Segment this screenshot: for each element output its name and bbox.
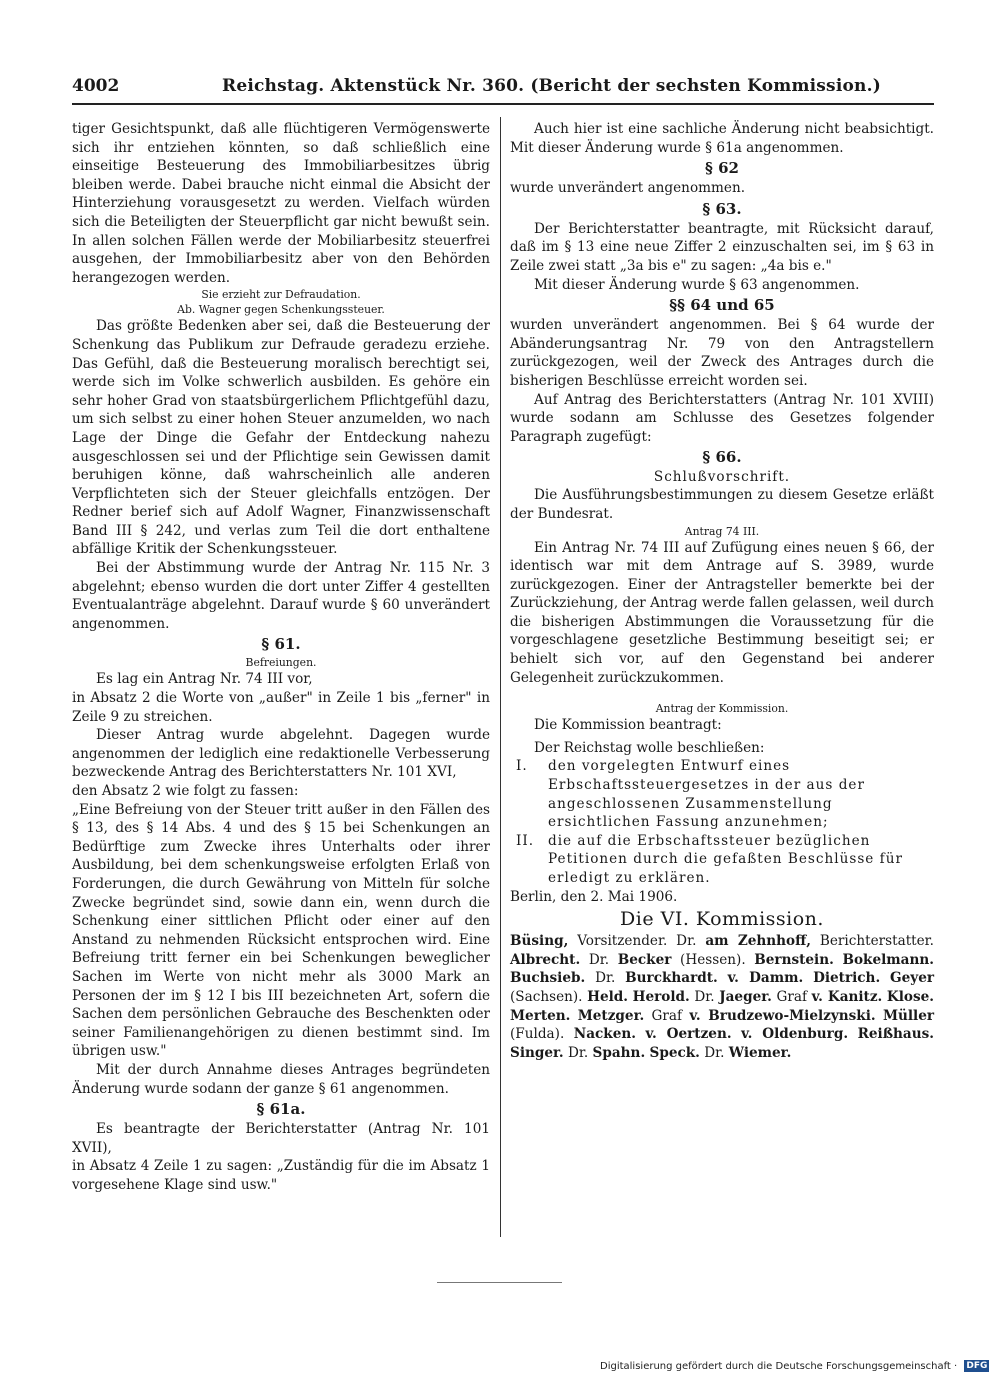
member-detail <box>570 1008 577 1024</box>
member-name: Speck. <box>649 1044 700 1061</box>
left-column <box>72 120 490 1194</box>
quoted-text: „Eine Befreiung von der Steuer tritt außer in den Fällen des § 13, des § 14 Abs. 4 und des § 15 bei Schenkungen an Bedürftige zum Zwecke ihres Unterhalts oder ihrer Ausbildung, bei dem schenkungsweise erfolgten Erlaß von Forderungen, die durch Gewährung von Mitteln für solche Zwecke begründet sind, sowie dann ein, wenn durch die Schenkung einer sittlichen Pflicht oder einer auf den Anstand zu nehmenden Rücksicht entsprochen wird. Eine Befreiung tritt ferner ein bei Schenkungen beweglicher Sachen im Werte von nicht mehr als 3000 Mark an Personen der im § 12 I bis III bezeichneten Art, sofern die Sachen dem persönlichen Gebrauche des Beschenkten oder seiner Familienangehörigen zu dienen bestimmt sind. Im übrigen usw." <box>72 801 490 1060</box>
member-name: v. Kanitz. <box>811 988 883 1005</box>
member-detail <box>876 1008 883 1024</box>
member-name: Jaeger. <box>719 988 772 1005</box>
member-detail: Graf <box>644 1007 690 1024</box>
member-detail <box>718 970 728 986</box>
member-list <box>510 932 934 1062</box>
member-name: Held. <box>587 988 629 1005</box>
paragraph: Der Reichstag wolle beschließen: <box>534 739 765 756</box>
paragraph: Die Ausführungsbestimmungen zu diesem Gesetze erläßt der Bundesrat. <box>510 487 934 522</box>
member-detail: Dr. <box>580 951 618 968</box>
paragraph: in Absatz 4 Zeile 1 zu sagen: „Zuständig für die im Absatz 1 vorgesehene Klage sind usw." <box>72 1158 490 1193</box>
member-name: Bokelmann. <box>842 951 934 968</box>
member-name: Singer. <box>510 1044 564 1061</box>
dfg-logo: DFG <box>966 1361 988 1371</box>
member-name: Geyer <box>890 970 934 987</box>
member-detail <box>848 1026 858 1042</box>
member-name: Merten. <box>510 1007 571 1024</box>
paragraph: Mit der durch Annahme dieses Antrages begründeten Änderung wurde sodann der ganze § 61 angenommen. <box>72 1061 490 1097</box>
member-detail: (Fulda). <box>510 1026 574 1043</box>
section-heading: § 63. <box>702 199 742 218</box>
commission-title: Die VI. Kommission. <box>620 908 824 931</box>
member-name: Spahn. <box>592 1044 646 1061</box>
paragraph: Es beantragte der Berichterstatter (Antrag Nr. 101 XVII), <box>72 1121 490 1156</box>
paragraph: wurden unverändert angenommen. Bei § 64 wurde der Abänderungsantrag Nr. 79 von den Antragstellern zurückgezogen, weil der Zweck des Antrages durch die bisherigen Beschlüsse erreicht worden sei. <box>510 317 934 389</box>
member-name: Metzger. <box>577 1007 645 1024</box>
member-detail: Graf <box>771 988 812 1005</box>
member-name: Bernstein. <box>754 951 834 968</box>
member-detail: Dr. <box>689 988 720 1005</box>
paragraph: tiger Gesichtspunkt, daß alle flüchtigeren Vermögenswerte sich ihr entziehen könnten, so daß schließlich eine einseitige Besteuerung des Immobiliarbesitzes übrig bleiben werde. Dabei brauche nicht einmal die Absicht der Hinterziehung vorausgesetzt zu werden. Vielfach würden sich die Beteiligten der Steuerpflicht gar nicht bewußt sein. In allen solchen Fällen werde der Mobiliarbesitz steuerfrei ausgehen, der Immobiliarbesitz aber von den Behörden herangezogen werden. <box>72 121 490 286</box>
member-name: Burckhardt. <box>625 970 718 987</box>
paragraph: wurde unverändert angenommen. <box>510 180 746 197</box>
margin-note: Antrag der Kommission. <box>655 702 789 716</box>
member-name: Buchsieb. <box>510 970 586 987</box>
running-header <box>72 74 934 104</box>
paragraph: Dieser Antrag wurde abgelehnt. Dagegen wurde angenommen der lediglich eine redaktionelle Verbesserung bezweckende Antrag des Berichterstatters Nr. 101 XVI, <box>72 727 490 781</box>
paragraph: in Absatz 2 die Worte von „außer" in Zeile 1 bis „ferner" in Zeile 9 zu streichen. <box>72 690 490 725</box>
paragraph: Auf Antrag des Berichterstatters (Antrag Nr. 101 XVIII) wurde sodann am Schlusse des Gesetzes folgender Paragraph zugefügt: <box>510 391 934 445</box>
item-label: I. <box>516 758 528 775</box>
column-divider <box>500 117 501 1237</box>
paragraph: Es lag ein Antrag Nr. 74 III vor, <box>96 671 313 688</box>
member-name: v. Oertzen. <box>645 1026 732 1043</box>
paragraph: Die Kommission beantragt: <box>534 717 722 734</box>
member-detail <box>803 970 813 986</box>
paragraph: Mit dieser Änderung wurde § 63 angenommen. <box>534 276 860 293</box>
section-heading: § 61a. <box>256 1100 306 1119</box>
paragraph: Das größte Bedenken aber sei, daß die Besteuerung der Schenkung das Publikum zur Defraude geradezu erziehe. Das Gefühl, daß die Besteuerung moralisch berechtigt sei, werde sich im Volke schwerlich ausbilden. Es gehöre ein sehr hoher Grad von staatsbürgerlichem Pflichtgefühl dazu, um sich selbst zu einer hohen Steuer anzumelden, wo nach Lage der Dinge die Gefahr der Entdeckung nahezu ausgeschlossen sei und der Pflichtige sein Gewissen damit beruhigen könne, daß wahrscheinlich alle anderen Verpflichteten sich der Steuer gleichfalls entzögen. Der Redner berief sich auf Adolf Wagner, Finanzwissenschaft Band III § 242, und verlas zum Teil die dort enthaltene abfällige Kritik der Schenkungssteuer. <box>72 318 490 558</box>
item-text: den vorgelegten Entwurf eines Erbschaftssteuergesetzes in der aus der angeschlossenen Zusammenstellung ersichtlichen Fassung anzunehmen; <box>548 758 865 831</box>
margin-note: Ab. Wagner gegen Schenkungssteuer. <box>177 303 385 317</box>
member-name: v. Oldenburg. <box>741 1026 849 1043</box>
margin-note: Sie erzieht zur Defraudation. <box>201 288 361 302</box>
member-detail: (Sachsen). <box>510 988 588 1005</box>
member-name: Becker <box>617 951 672 968</box>
member-name: Nacken. <box>573 1026 636 1043</box>
paragraph: Auch hier ist eine sachliche Änderung nicht beabsichtigt. Mit dieser Änderung wurde § 61a angenommen. <box>510 121 934 156</box>
item-text: die auf die Erbschaftssteuer bezüglichen Petitionen durch die gefaßten Beschlüsse für erledigt zu erklären. <box>548 832 903 886</box>
section-subheading: Schlußvorschrift. <box>653 469 791 486</box>
footer-text: Digitalisierung gefördert durch die Deutsche Forschungsgemeinschaft · <box>600 1361 958 1372</box>
member-detail <box>732 1026 742 1042</box>
member-detail: (Hessen). <box>671 951 755 968</box>
digitization-footer <box>600 1360 995 1378</box>
member-name: am Zehnhoff, <box>705 933 811 950</box>
member-name: Büsing, <box>510 933 569 950</box>
section-subheading: Befreiungen. <box>245 656 317 670</box>
section-heading: §§ 64 und 65 <box>669 296 775 315</box>
member-detail: Vorsitzender. Dr. <box>568 933 706 950</box>
page-number: 4002 <box>72 76 120 96</box>
member-detail: Dr. <box>563 1044 593 1061</box>
section-heading: § 66. <box>702 448 742 467</box>
item-label: II. <box>516 832 535 849</box>
member-detail: Dr. <box>585 970 626 987</box>
section-heading: § 61. <box>261 635 301 654</box>
end-rule <box>437 1282 562 1283</box>
member-name: v. Brudzewo-Mielzynski. <box>689 1007 876 1024</box>
member-name: v. Damm. <box>727 970 804 987</box>
member-detail: Dr. <box>699 1044 729 1061</box>
member-detail: Berichterstatter. <box>811 933 934 950</box>
member-name: Wiemer. <box>728 1044 792 1061</box>
section-heading: § 62 <box>705 159 739 178</box>
member-name: Müller <box>882 1007 935 1024</box>
member-name: Herold. <box>632 988 690 1005</box>
paragraph: Bei der Abstimmung wurde der Antrag Nr. 115 Nr. 3 abgelehnt; ebenso wurden die dort unter Ziffer 4 gestellten Eventualanträge abgelehnt. Darauf wurde § 60 unverändert angenommen. <box>72 560 490 632</box>
header-rule <box>72 103 934 105</box>
date-line: Berlin, den 2. Mai 1906. <box>510 888 678 905</box>
member-name: Klose. <box>886 988 934 1005</box>
margin-note: Antrag 74 III. <box>684 524 760 538</box>
member-name: Reißhaus. <box>857 1026 934 1043</box>
member-name: Albrecht. <box>510 951 581 968</box>
paragraph: Ein Antrag Nr. 74 III auf Zufügung eines neuen § 66, der identisch war mit dem Antrage auf S. 3989, wurde zurückgezogen. Einer der Antragsteller bemerkte bei der Zurückziehung, der Antrag werde fallen gelassen, weil durch die bisherigen Abstimmungen die Voraussetzung für die vorgeschlagene gesetzliche Bestimmung beseitigt sei; er behielt sich vor, auf den Gegenstand bei anderer Gelegenheit zurückzukommen. <box>510 539 934 686</box>
paragraph: Der Berichterstatter beantragte, mit Rücksicht darauf, daß im § 13 eine neue Ziffer 2 einzuschalten sei, im § 63 in Zeile zwei statt „3a bis e" zu sagen: „4a bis e." <box>510 220 934 274</box>
right-column <box>510 120 934 1062</box>
member-detail <box>834 952 843 968</box>
header-title: Reichstag. Aktenstück Nr. 360. (Bericht der sechsten Kommission.) <box>222 76 881 96</box>
enumerated-item <box>510 832 934 888</box>
member-name: Dietrich. <box>813 970 881 987</box>
member-detail <box>880 970 890 986</box>
paragraph: den Absatz 2 wie folgt zu fassen: <box>72 783 299 799</box>
enumerated-item <box>510 757 934 831</box>
